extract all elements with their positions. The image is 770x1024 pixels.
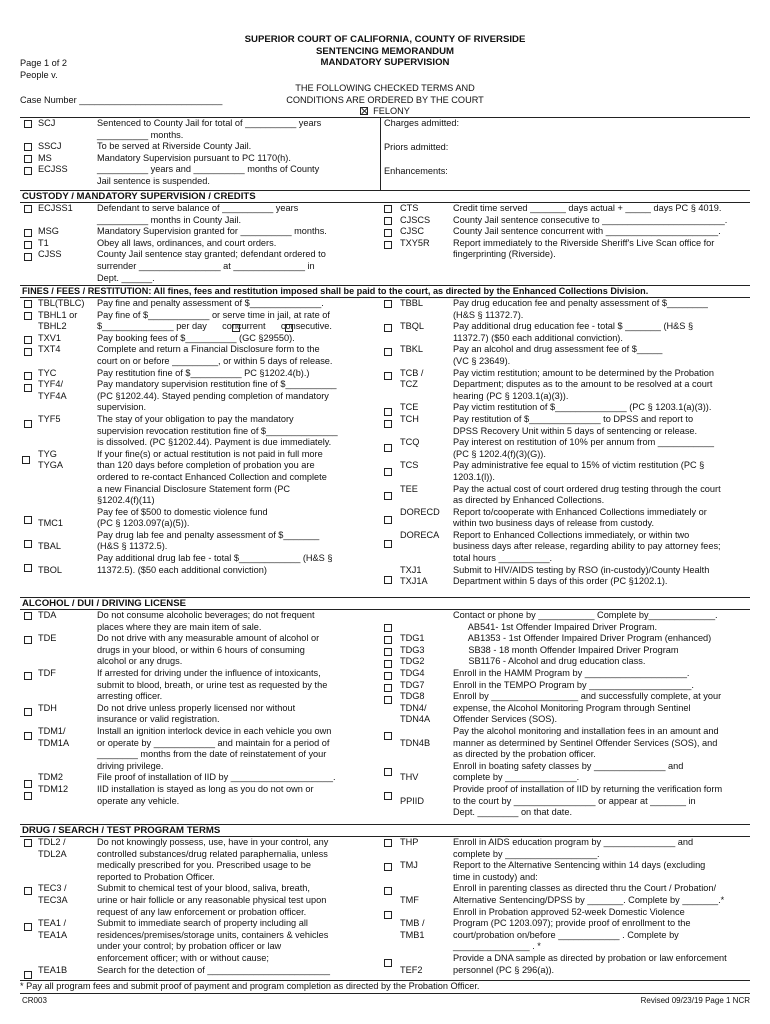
supervision-title: MANDATORY SUPERVISION: [320, 57, 450, 69]
checkbox[interactable]: [384, 217, 392, 225]
drug-right-checkboxes: [384, 837, 396, 987]
checkbox[interactable]: [24, 672, 32, 680]
fines-left-codes: TBL(TBLC) TBHL1 or TBHL2 TXV1 TXT4 TYC TYF4/ TYF4A TYF5 TYG TYGA TMC1 TBAL TBOL: [38, 298, 85, 575]
checkbox[interactable]: [24, 516, 32, 524]
checkbox[interactable]: [24, 636, 32, 644]
custody-left-text: Defendant to serve balance of __________ years __________ months in County Jail. Mandatory Supervision granted for __________ months. Obey all laws, ordinances, and court orders. County Jail sentence stay granted; defendant ordered to surrender ________________ at ______________ in Dept. ______.: [97, 203, 327, 283]
checkbox[interactable]: [24, 780, 32, 788]
checkbox[interactable]: [384, 768, 392, 776]
checkbox[interactable]: [384, 672, 392, 680]
terms-line-1: THE FOLLOWING CHECKED TERMS AND: [295, 83, 475, 93]
checkbox[interactable]: [24, 384, 32, 392]
terms-notice: [250, 83, 520, 118]
fines-left-text: Pay fine and penalty assessment of $______________. Pay fine of $____________ or serve time in jail, at rate of $______________ per day concurrent consecutive. Pay booking fees of $__________ (GC §29550). Complete and return a Financial Disclosure form to the court on or before _________, or within 5 days of release. Pay restitution fine of $__________ PC §1202.4(b).) Pay mandatory supervision restitution fine of $__________ (PC §1202.44). Stayed pending completion of mandatory supervision. The stay of your obligation to pay the mandatory supervision revocation restitution fine of $______________ is dissolved. (PC §1202.44). Payment is due immediately. If your fine(s) or actual restitution is not paid in full more than 120 days before completion of probation you are ordered to re-contact Enhanced Collection and complete a new Financial Disclosure Statement form (PC §1202.4(f)(11) Pay fee of $500 to domestic violence fund (PC § 1203.097(a)(5)). Pay drug lab fee and penalty assessment of $_______ (H&S § 11372.5). Pay additional drug lab fee - total $____________ (H&S § 11372.5). ($50 each additional conviction): [97, 298, 338, 575]
custody-right-text: Credit time served _______ days actual + _____ days PC § 4019. County Jail sentence consecutive to ________________________. County Jail sentence concurrent with ______________________. Report immediately to the Riverside Sheriff's Live Scan office for fingerprinting (Riverside).: [453, 203, 728, 260]
checkbox[interactable]: [384, 576, 392, 584]
concurrent-checkbox-wrap: [232, 323, 245, 335]
checkbox[interactable]: [24, 336, 32, 344]
checkbox[interactable]: [24, 923, 32, 931]
drug-section-title: DRUG / SEARCH / TEST PROGRAM TERMS: [22, 825, 221, 836]
drug-left-text: Do not knowingly possess, use, have in your control, any controlled substances/drug related paraphernalia, unless medically prescribed for you. Prescribed usage to be reported to Probation Officer. Submit to chemical test of your blood, saliva, breath, urine or hair follicle or any reasonable physical test upon request of any law enforcement or probation officer. Submit to immediate search of property including all residences/premises/storage units, containers & vehicles under your control; by probation officer or law enforcement officer; with or without cause; Search for the detection of ________________________: [97, 837, 330, 975]
fines-right-text: Pay drug education fee and penalty assessment of $________ (H&S § 11372.7). Pay additional drug education fee - total $ _______ (H&S § 11372.7) ($50 each additional conviction). Pay an alcohol and drug assessment fee of $_____ (VC § 23649). Pay victim restitution; amount to be determined by the Probation Department; disputes as to the amount to be resolved at a court hearing (PC § 1203.1(a)(3)). Pay victim restitution of $______________ (PC § 1203.1(a)(3)). Pay restitution of $______________ to DPSS and report to DPSS Recovery Unit within 5 days of sentencing or release. Pay interest on restitution of 10% per annum from ___________ (PC § 1202.4(f)(3)(G)). Pay administrative fee equal to 15% of victim restitution (PC § 1203.1(l)). Pay the actual cost of court ordered drug testing through the court as directed by Enhanced Collections. Report to/cooperate with Enhanced Collections immediately or within two business days of release from custody. Report to Enhanced Collections immediately, or within two business days after release, regarding ability to pay attorney fees; total hours __________. Submit to HIV/AIDS testing by RSO (in-custody)/County Health Department within 5 days of this order (PC §1202.1).: [453, 298, 721, 587]
checkbox[interactable]: [24, 229, 32, 237]
checkbox[interactable]: [24, 300, 32, 308]
drug-right-codes: THP TMJ TMF TMB / TMB1 TEF2: [400, 837, 425, 975]
checkbox[interactable]: [24, 120, 32, 128]
checkbox[interactable]: [384, 229, 392, 237]
checkbox[interactable]: [384, 241, 392, 249]
checkbox[interactable]: [384, 792, 392, 800]
case-number-field[interactable]: Case Number ____________________________: [20, 95, 223, 105]
checkbox[interactable]: [24, 971, 32, 979]
priors-admitted: Priors admitted:: [384, 142, 449, 152]
checkbox[interactable]: [24, 420, 32, 428]
checkbox[interactable]: [384, 408, 392, 416]
fines-left-checkboxes: [24, 298, 36, 598]
top-sentence-text: Sentenced to County Jail for total of __________ years __________ months. To be served at Riverside County Jail. Mandatory Supervision pursuant to PC 1170(h). __________ years and __________ months of County Jail sentence is suspended.: [97, 118, 322, 186]
drug-right-text: Enroll in AIDS education program by ______________ and complete by __________________. Report to the Alternative Sentencing within 14 days (excluding time in custody) and: Enroll in parenting classes as directed thru the Court / Probation/ Alternative Sentencing/DPSS by _______. Complete by _______.* Enroll in Probation approved 52-week Domestic Violence Program (PC 1203.097); provide proof of enrollment to the court/probation on/before ____________ . Complete by _______________ . * Provide a DNA sample as directed by probation or law enforcement personnel (PC § 296(a)).: [453, 837, 727, 975]
checkbox[interactable]: [24, 839, 32, 847]
top-code-labels: SCJ SSCJ MS ECJSS: [38, 118, 68, 175]
custody-left-codes: ECJSS1 MSG T1 CJSS: [38, 203, 73, 260]
alcohol-left-text: Do not consume alcoholic beverages; do not frequent places where they are main item of sale. Do not drive with any measurable amount of alcohol or drugs in your blood, or within 6 hours of consuming alcohol or any drugs. If arrested for driving under the influence of intoxicants, submit to blood, breath, or urine test as requested by the arresting officer. Do not drive unless properly licensed nor without insurance or valid registration. Install an ignition interlock device in each vehicle you own or operate by ____________ and maintain for a period of ________ months from the date of reinstatement of your driving privilege. File proof of installation of IID by ____________________. IID installation is stayed as long as you do not own or operate any vehicle.: [97, 610, 336, 806]
footer-note: * Pay all program fees and submit proof of payment and program completion as directed by the Probation Officer.: [20, 981, 480, 991]
drug-left-codes: TDL2 / TDL2A TEC3 / TEC3A TEA1 / TEA1A TEA1B: [38, 837, 68, 975]
alcohol-left-checkboxes: [24, 610, 36, 810]
checkbox[interactable]: [384, 540, 392, 548]
fines-right-codes: TBBL TBQL TBKL TCB / TCZ TCE TCH TCQ TCS TEE DORECD DORECA TXJ1 TXJ1A: [400, 298, 440, 587]
checkbox[interactable]: [384, 624, 392, 632]
enhancements: Enhancements:: [384, 166, 448, 176]
checkbox[interactable]: [24, 348, 32, 356]
checkbox[interactable]: [22, 456, 30, 464]
fines-right-checkboxes: [384, 298, 396, 598]
checkbox[interactable]: [24, 167, 32, 175]
checkbox[interactable]: [24, 540, 32, 548]
checkbox[interactable]: [24, 372, 32, 380]
document-header: [20, 34, 750, 69]
checkbox[interactable]: [24, 205, 32, 213]
court-title: SUPERIOR COURT OF CALIFORNIA, COUNTY OF RIVERSIDE: [244, 34, 526, 45]
checkbox[interactable]: [384, 863, 392, 871]
checkbox[interactable]: [24, 312, 32, 320]
custody-right-codes: CTS CJSCS CJSC TXY5R: [400, 203, 431, 248]
custody-section-title: CUSTODY / MANDATORY SUPERVISION / CREDITS: [22, 191, 256, 202]
checkbox[interactable]: [384, 348, 392, 356]
checkbox[interactable]: [24, 253, 32, 261]
checkbox[interactable]: [384, 732, 392, 740]
felony-option: FELONY: [250, 106, 520, 118]
custody-right-checkboxes: [384, 203, 396, 263]
checkbox[interactable]: [24, 155, 32, 163]
checkbox[interactable]: [24, 143, 32, 151]
felony-checkbox[interactable]: [360, 107, 368, 115]
form-number: CR003: [22, 996, 47, 1005]
checkbox[interactable]: [384, 648, 392, 656]
checkbox[interactable]: [24, 792, 32, 800]
fines-section-title: FINES / FEES / RESTITUTION: All fines, fees and restitution imposed shall be paid to the court, as directed by the Enhanced Collections Division.: [22, 286, 649, 296]
checkbox[interactable]: [384, 324, 392, 332]
revision-info: Revised 09/23/19 Page 1 NCR: [640, 996, 750, 1005]
page-number: Page 1 of 2: [20, 58, 67, 68]
memo-title: SENTENCING MEMORANDUM: [315, 45, 455, 57]
concurrent-checkbox[interactable]: [232, 324, 240, 332]
alcohol-section-title: ALCOHOL / DUI / DRIVING LICENSE: [22, 598, 186, 609]
alcohol-right-codes: TDG1 TDG3 TDG2 TDG4 TDG7 TDG8 TDN4/ TDN4A TDN4B THV PPIID: [400, 633, 431, 806]
charges-admitted: Charges admitted:: [384, 118, 460, 128]
terms-line-2: CONDITIONS ARE ORDERED BY THE COURT: [286, 94, 484, 105]
checkbox[interactable]: [384, 660, 392, 668]
consecutive-checkbox[interactable]: [285, 324, 293, 332]
checkbox[interactable]: [24, 241, 32, 249]
checkbox[interactable]: [384, 372, 392, 380]
top-codes: [24, 119, 29, 177]
checkbox[interactable]: [384, 444, 392, 452]
people-label: People v.: [20, 70, 58, 80]
alcohol-right-text: Contact or phone by ___________ Complete by_____________. AB541- 1st Offender Impaired Driver Program. AB1353 - 1st Offender Impaired Driver Program (enhanced) SB38 - 18 month Offender Impaired Driver Program SB1176 - Alcohol and drug education class. Enroll in the HAMM Program by ____________________. Enroll in the TEMPO Program by ____________________. Enroll by _________________ and successfully complete, at your expense, the Alcohol Monitoring Program through Sentinel Offender Services (SOS). Pay the alcohol monitoring and installation fees in an amount and manner as determined by Sentinel Offender Services (SOS), and as directed by the probation officer. Enroll in boating safety classes by ______________ and complete by ______________. Provide proof of installation of IID by returning the verification form to the court by ________________ or appear at _______ in Dept. ________ on that date.: [453, 610, 723, 818]
checkbox[interactable]: [384, 205, 392, 213]
checkbox[interactable]: [24, 564, 32, 572]
checkbox[interactable]: [384, 911, 392, 919]
checkbox[interactable]: [384, 468, 392, 476]
checkbox[interactable]: [384, 300, 392, 308]
alcohol-right-checkboxes: [384, 610, 396, 810]
checkbox[interactable]: [384, 684, 392, 692]
custody-left-checkboxes: [24, 203, 36, 293]
checkbox[interactable]: [384, 636, 392, 644]
drug-left-checkboxes: [24, 837, 36, 987]
consecutive-checkbox-wrap: [285, 323, 298, 335]
checkbox[interactable]: [384, 887, 392, 895]
checkbox[interactable]: [384, 696, 392, 704]
checkbox[interactable]: [24, 708, 32, 716]
checkbox[interactable]: [384, 959, 392, 967]
checkbox[interactable]: [384, 492, 392, 500]
checkbox[interactable]: [384, 516, 392, 524]
alcohol-left-codes: TDA TDE TDF TDH TDM1/ TDM1A TDM2 TDM12: [38, 610, 70, 794]
checkbox[interactable]: [384, 420, 392, 428]
checkbox[interactable]: [24, 732, 32, 740]
checkbox[interactable]: [384, 839, 392, 847]
checkbox[interactable]: [24, 612, 32, 620]
checkbox[interactable]: [24, 887, 32, 895]
